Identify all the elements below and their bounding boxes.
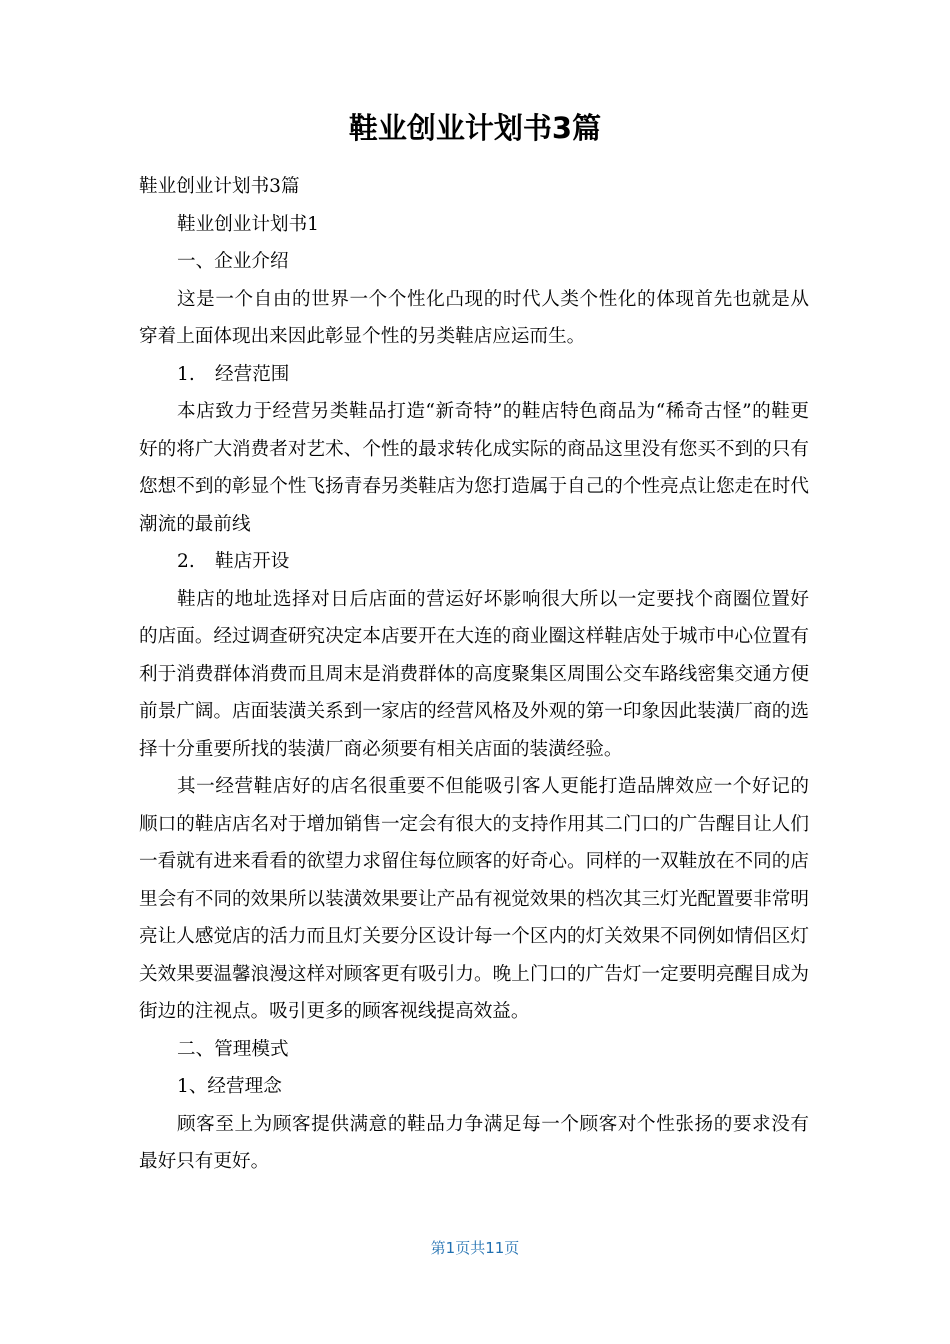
section-heading-plan-1: 鞋业创业计划书1 [177,213,319,235]
document-body [139,168,809,1181]
paragraph-intro: 这是一个自由的世界一个个性化凸现的时代人类个性化的体现首先也就是从穿着上面体现出来因此彰显个性的另类鞋店应运而生。 [139,288,809,347]
subtitle-line: 鞋业创业计划书3篇 [139,176,300,197]
heading-business-philosophy: 1、经营理念 [177,1076,282,1097]
paragraph-philosophy: 顾客至上为顾客提供满意的鞋品力争满足每一个顾客对个性张扬的要求没有最好只有更好。 [139,1113,809,1172]
heading-company-intro: 一、企业介绍 [177,251,289,272]
heading-management-mode: 二、管理模式 [177,1038,289,1060]
heading-text: 鞋店开设 [215,551,290,572]
heading-store-opening [139,543,809,581]
list-number: 1. [177,363,195,385]
list-number: 2. [177,551,195,572]
heading-text: 经营范围 [215,363,290,385]
paragraph-business-scope: 本店致力于经营另类鞋品打造“新奇特”的鞋店特色商品为“稀奇古怪”的鞋更好的将广大消费者对艺术、个性的最求转化成实际的商品这里没有您买不到的只有您想不到的彰显个性飞扬青春另类鞋店为您打造属于自己的个性亮点让您走在时代潮流的最前线 [139,401,809,535]
paragraph-store-naming: 其一经营鞋店好的店名很重要不但能吸引客人更能打造品牌效应一个好记的顺口的鞋店店名对于增加销售一定会有很大的支持作用其二门口的广告醒目让人们一看就有进来看看的欲望力求留住每位顾客的好奇心。同样的一双鞋放在不同的店里会有不同的效果所以装潢效果要让产品有视觉效果的档次其三灯光配置要非常明亮让人感觉店的活力而且灯关要分区设计每一个区内的灯关效果不同例如情侣区灯关效果要温馨浪漫这样对顾客更有吸引力。晚上门口的广告灯一定要明亮醒目成为街边的注视点。吸引更多的顾客视线提高效益。 [139,776,809,1022]
heading-business-scope [139,356,809,394]
document-title: 鞋业创业计划书3篇 [348,111,602,145]
page-footer: 第1页共11页 [430,1239,520,1257]
paragraph-store-location: 鞋店的地址选择对日后店面的营运好坏影响很大所以一定要找个商圈位置好的店面。经过调查研究决定本店要开在大连的商业圈这样鞋店处于城市中心位置有利于消费群体消费而且周末是消费群体的高度聚集区周围公交车路线密集交通方便前景广阔。店面装潢关系到一家店的经营风格及外观的第一印象因此装潢厂商的选择十分重要所找的装潢厂商必须要有相关店面的装潢经验。 [139,588,809,760]
